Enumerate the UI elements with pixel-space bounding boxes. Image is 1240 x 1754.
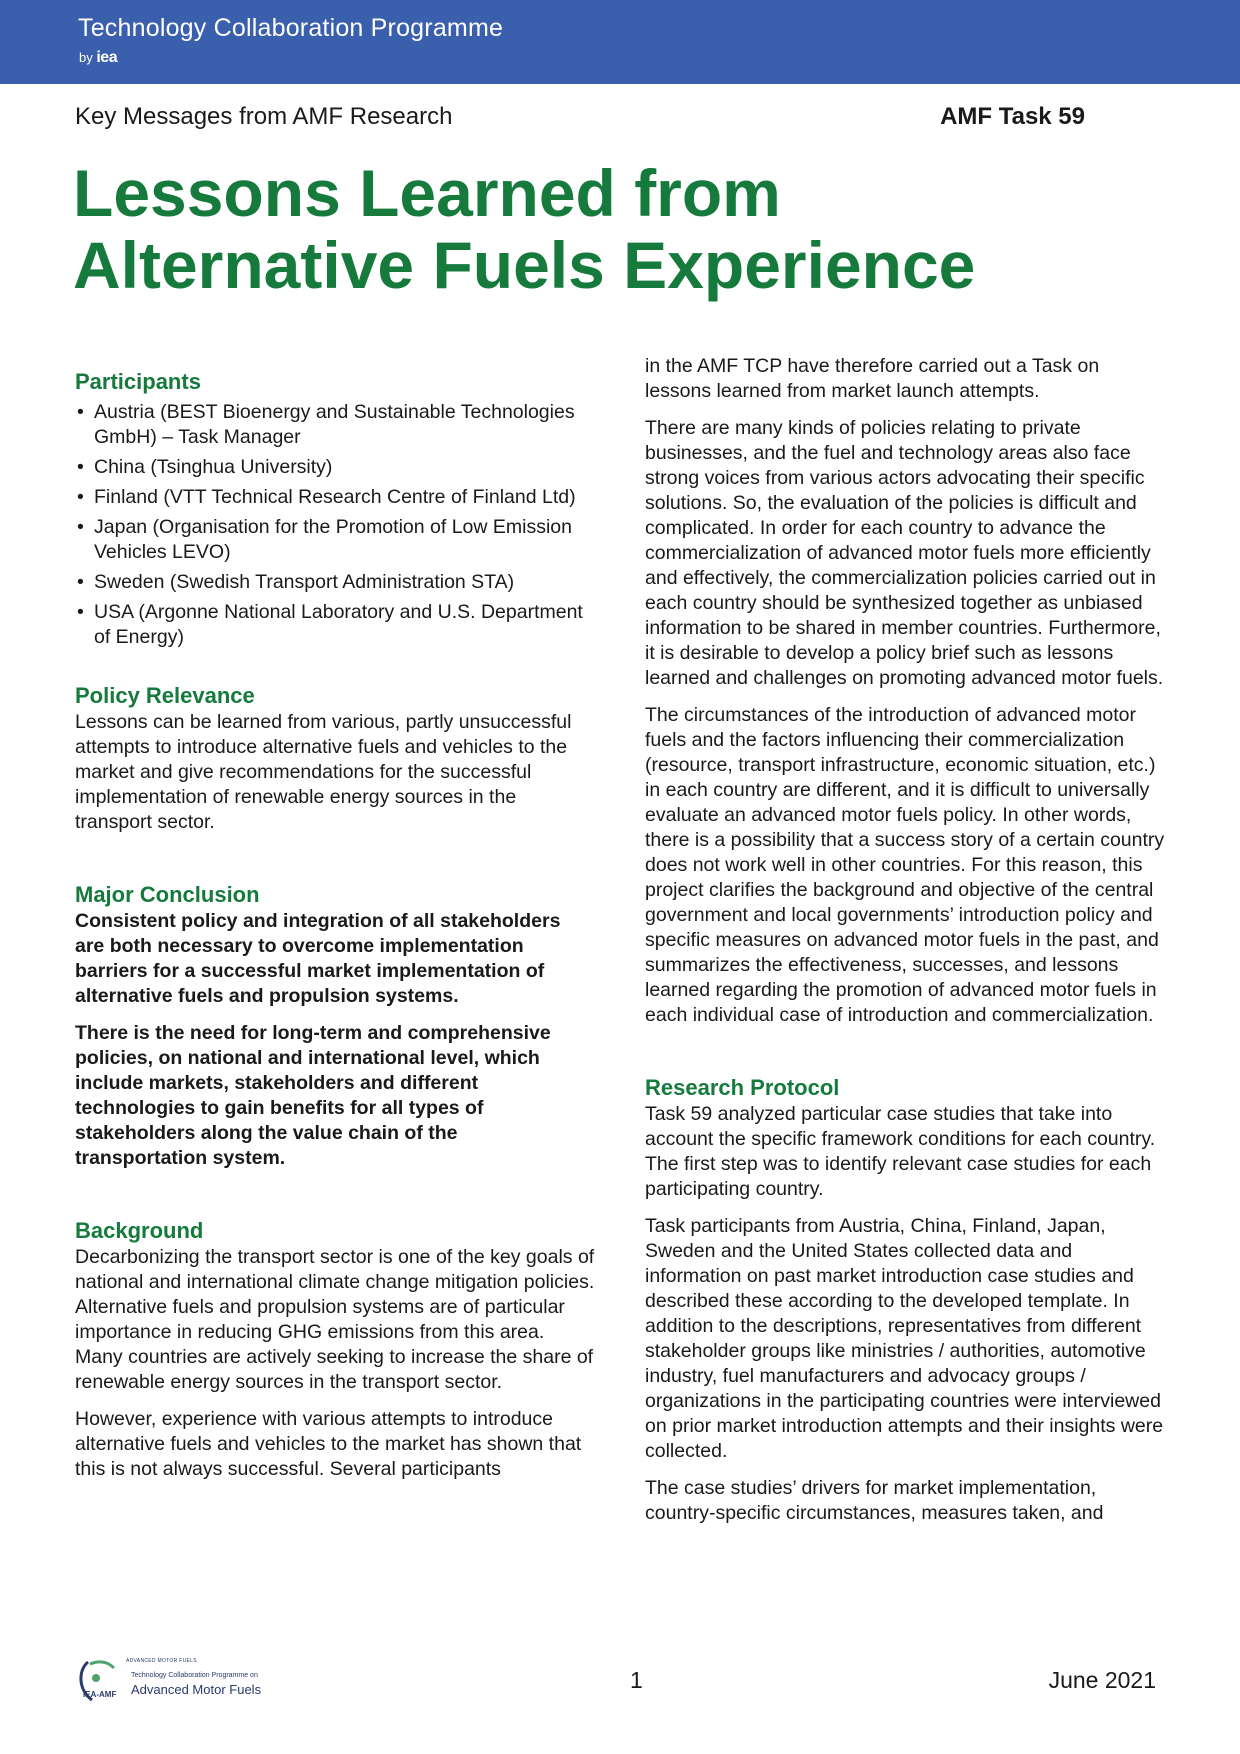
page-number: 1 <box>630 1667 643 1693</box>
participants-heading: Participants <box>75 369 201 394</box>
list-item: • Japan (Organisation for the Promotion of Low Emission Vehicles LEVO) <box>75 515 595 565</box>
right-column <box>645 354 1170 1526</box>
kicker-left: Key Messages from AMF Research <box>75 103 453 130</box>
task-label: AMF Task 59 <box>940 103 1085 130</box>
list-item: • Austria (BEST Bioenergy and Sustainable Technologies GmbH) – Task Manager <box>75 400 595 450</box>
header-bar <box>0 0 1240 84</box>
research-protocol-p1: Task 59 analyzed particular case studies that take into account the specific framework conditions for each country. The first step was to identify relevant case studies for each participating country. <box>645 1103 1156 1200</box>
list-item: • USA (Argonne National Laboratory and U.S. Department of Energy) <box>75 600 595 650</box>
by-label: by <box>79 50 93 65</box>
logo-tcp-text: Technology Collaboration Programme on <box>131 1672 258 1679</box>
major-conclusion-p2: There is the need for long-term and comprehensive policies, on national and international level, which include markets, stakeholders and different technologies to gain benefits for all types of stakeholders along the value chain of the transportation system. <box>75 1022 551 1169</box>
list-item: • Sweden (Swedish Transport Administration STA) <box>75 570 595 595</box>
participants-list <box>75 400 595 650</box>
background-continued-p3: The circumstances of the introduction of advanced motor fuels and the factors influencing their commercialization (resource, transport infrastructure, economic situation, etc.) in each country are different, and it is difficult to universally evaluate an advanced motor fuels policy. In other words, there is a possibility that a success story of a certain country does not work well in other countries. For this reason, this project clarifies the background and objective of the central government and local governments’ introduction policy and specific measures on advanced motor fuels in the past, and summarizes the effectiveness, successes, and lessons learned regarding the promotion of advanced motor fuels in each individual case of introduction and commercialization. <box>645 704 1165 1026</box>
major-conclusion-p1: Consistent policy and integration of all stakeholders are both necessary to overcome implementation barriers for a successful market implementation of alternative fuels and propulsion systems. <box>75 910 561 1007</box>
background-continued-p2: There are many kinds of policies relating to private businesses, and the fuel and technology areas also face strong voices from various actors advocating their specific solutions. So, the evaluation of the policies is difficult and complicated. In order for each country to advance the commercialization of advanced motor fuels more efficiently and effectively, the commercialization policies carried out in each country should be synthesized together as unbiased information to be shared in member countries. Furthermore, it is desirable to develop a policy brief such as lessons learned and challenges on promoting advanced motor fuels. <box>645 417 1164 689</box>
list-item: • China (Tsinghua University) <box>75 455 595 480</box>
title-line-1: Lessons Learned from <box>73 156 781 230</box>
by-iea-label <box>79 49 117 67</box>
logo-amf-text: Advanced Motor Fuels <box>131 1682 262 1697</box>
programme-title: Technology Collaboration Programme <box>78 14 504 42</box>
policy-relevance-heading: Policy Relevance <box>75 683 255 708</box>
background-heading: Background <box>75 1218 204 1243</box>
research-protocol-p2: Task participants from Austria, China, Finland, Japan, Sweden and the United States collected data and information on past market introduction case studies and described these according to the developed template. In addition to the descriptions, representatives from different stakeholder groups like ministries / authorities, automotive industry, fuel manufacturers and advocacy groups / organizations in the participating countries were interviewed on prior market introduction attempts and their insights were collected. <box>645 1215 1164 1462</box>
iea-logo: iea <box>96 49 118 66</box>
title-line-2: Alternative Fuels Experience <box>73 228 976 302</box>
background-p2: However, experience with various attempts to introduce alternative fuels and vehicles to the market has shown that this is not always successful. Several participants <box>75 1408 582 1480</box>
page-title <box>73 157 1173 301</box>
logo-small-text: ADVANCED MOTOR FUELS <box>126 1658 197 1664</box>
left-column <box>75 368 595 1482</box>
background-continued-p1: in the AMF TCP have therefore carried out a Task on lessons learned from market launch attempts. <box>645 355 1100 402</box>
logo-mark-text: IEA-AMF <box>83 1690 117 1699</box>
major-conclusion-heading: Major Conclusion <box>75 882 260 907</box>
research-protocol-p3: The case studies’ drivers for market implementation, country-specific circumstances, measures taken, and <box>645 1477 1104 1524</box>
iea-amf-logo <box>74 1656 294 1706</box>
background-p1: Decarbonizing the transport sector is one of the key goals of national and international climate change mitigation policies. Alternative fuels and propulsion systems are of particular importance in reducing GHG emissions from this area. Many countries are actively seeking to increase the share of renewable energy sources in the transport sector. <box>75 1246 595 1393</box>
publication-date: June 2021 <box>1048 1667 1156 1693</box>
research-protocol-heading: Research Protocol <box>645 1075 840 1100</box>
policy-relevance-text: Lessons can be learned from various, partly unsuccessful attempts to introduce alternative fuels and vehicles to the market and give recommendations for the successful implementation of renewable energy sources in the transport sector. <box>75 711 572 833</box>
list-item: • Finland (VTT Technical Research Centre of Finland Ltd) <box>75 485 595 510</box>
